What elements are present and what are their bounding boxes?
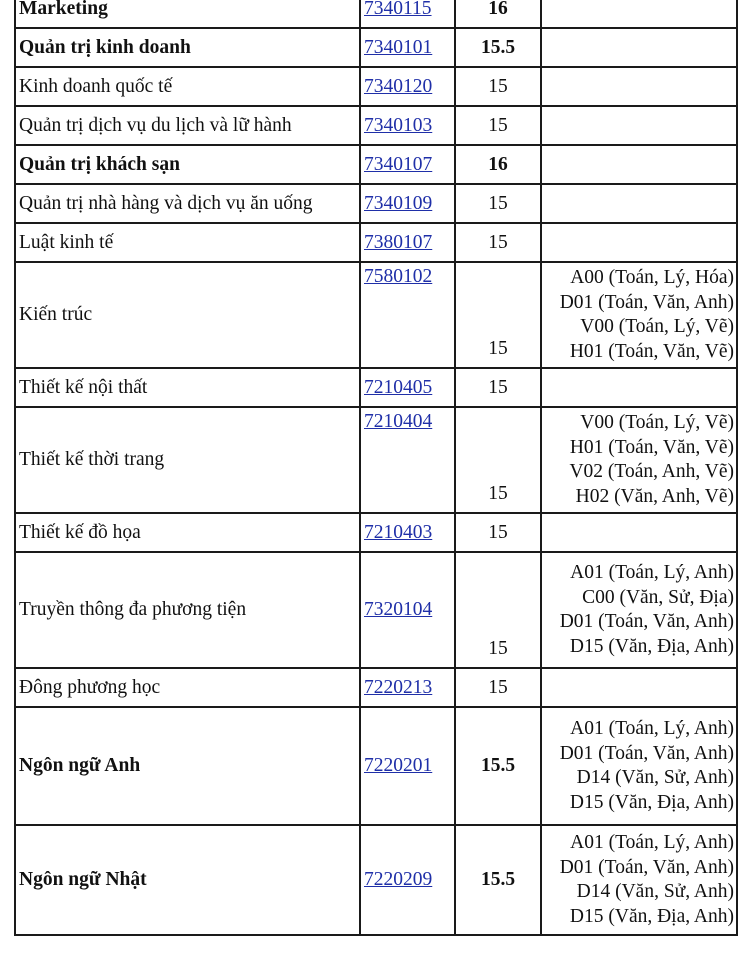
cutoff-score: 16: [455, 0, 541, 28]
major-name: Kiến trúc: [15, 262, 360, 368]
subject-combination: H01 (Toán, Văn, Vẽ): [569, 436, 734, 458]
subject-combination: A00 (Toán, Lý, Hóa): [570, 267, 734, 288]
major-code-cell: [360, 184, 455, 223]
major-name: Thiết kế đồ họa: [15, 513, 360, 552]
cutoff-score: 15: [455, 106, 541, 145]
cutoff-score: 15.5: [455, 28, 541, 67]
subject-combinations: [541, 262, 737, 368]
cutoff-score: 16: [455, 145, 541, 184]
cutoff-score: 15: [455, 368, 541, 407]
cutoff-score: 15: [455, 552, 541, 668]
subject-combination: D15 (Văn, Địa, Anh): [569, 635, 734, 657]
admissions-table: [14, 0, 738, 936]
major-name: Luật kinh tế: [15, 223, 360, 262]
table-row: [15, 223, 737, 262]
table-row: [15, 707, 737, 825]
subject-combinations: [541, 28, 737, 67]
subject-combination: V02 (Toán, Anh, Vẽ): [569, 461, 734, 482]
major-code-link[interactable]: 7340101: [364, 36, 433, 58]
table-row: [15, 262, 737, 368]
subject-combination: D01 (Toán, Văn, Anh): [559, 856, 734, 878]
table-row: [15, 513, 737, 552]
major-name: Đông phương học: [15, 668, 360, 707]
subject-combinations: [541, 184, 737, 223]
major-code-link[interactable]: 7340109: [364, 192, 433, 214]
cutoff-score: 15: [455, 513, 541, 552]
subject-combination: V00 (Toán, Lý, Vẽ): [580, 316, 734, 337]
major-name: Thiết kế thời trang: [15, 407, 360, 513]
subject-combination: H01 (Toán, Văn, Vẽ): [569, 340, 734, 362]
subject-combination: D01 (Toán, Văn, Anh): [559, 742, 734, 764]
major-code-cell: [360, 825, 455, 935]
major-code-link[interactable]: 7320104: [364, 599, 433, 620]
major-name: Quản trị kinh doanh: [15, 28, 360, 67]
table-row: [15, 67, 737, 106]
subject-combination: H02 (Văn, Anh, Vẽ): [575, 485, 734, 507]
subject-combinations: [541, 552, 737, 668]
major-name: Ngôn ngữ Nhật: [15, 825, 360, 935]
subject-combinations: [541, 707, 737, 825]
major-code-cell: [360, 668, 455, 707]
major-name: Quản trị dịch vụ du lịch và lữ hành: [15, 106, 360, 145]
subject-combination: D01 (Toán, Văn, Anh): [559, 291, 734, 313]
major-code-link[interactable]: 7380107: [364, 231, 433, 253]
subject-combination: C00 (Văn, Sử, Địa): [582, 586, 734, 608]
table-row: [15, 668, 737, 707]
major-code-cell: [360, 145, 455, 184]
cutoff-score: 15: [455, 668, 541, 707]
table-row: [15, 106, 737, 145]
major-code-link[interactable]: 7210405: [364, 376, 433, 398]
major-code-cell: [360, 407, 455, 513]
cutoff-score: 15.5: [455, 707, 541, 825]
subject-combination: D01 (Toán, Văn, Anh): [559, 611, 734, 632]
major-code-link[interactable]: 7340115: [364, 0, 432, 19]
subject-combinations: [541, 368, 737, 407]
subject-combination: D14 (Văn, Sử, Anh): [576, 881, 734, 902]
subject-combination: V00 (Toán, Lý, Vẽ): [580, 412, 734, 433]
major-code-link[interactable]: 7340120: [364, 75, 433, 97]
subject-combination: D14 (Văn, Sử, Anh): [576, 767, 734, 788]
table-row: [15, 28, 737, 67]
major-code-cell: [360, 368, 455, 407]
subject-combinations: [541, 513, 737, 552]
major-code-cell: [360, 513, 455, 552]
major-code-link[interactable]: 7340103: [364, 114, 433, 136]
subject-combinations: [541, 825, 737, 935]
table-row: [15, 184, 737, 223]
major-name: Quản trị khách sạn: [15, 145, 360, 184]
subject-combination: A01 (Toán, Lý, Anh): [570, 562, 734, 583]
subject-combinations: [541, 106, 737, 145]
subject-combination: D15 (Văn, Địa, Anh): [569, 905, 734, 927]
major-code-link[interactable]: 7340107: [364, 153, 433, 175]
cutoff-score: 15: [455, 262, 541, 368]
major-code-link[interactable]: 7210403: [364, 521, 433, 543]
major-code-cell: [360, 67, 455, 106]
table-row: [15, 825, 737, 935]
cutoff-score: 15.5: [455, 825, 541, 935]
table-row: [15, 0, 737, 28]
table-row: [15, 145, 737, 184]
major-name: Kinh doanh quốc tế: [15, 67, 360, 106]
cutoff-score: 15: [455, 407, 541, 513]
major-code-cell: [360, 223, 455, 262]
major-code-link[interactable]: 7220213: [364, 676, 433, 698]
major-code-link[interactable]: 7220209: [364, 869, 433, 890]
major-code-cell: [360, 707, 455, 825]
subject-combinations: [541, 145, 737, 184]
major-code-link[interactable]: 7580102: [364, 266, 433, 287]
subject-combinations: [541, 223, 737, 262]
subject-combinations: [541, 668, 737, 707]
subject-combinations: [541, 0, 737, 28]
subject-combination: A01 (Toán, Lý, Anh): [570, 832, 734, 853]
table-row: [15, 407, 737, 513]
table-row: [15, 368, 737, 407]
major-name: Truyền thông đa phương tiện: [15, 552, 360, 668]
major-name: Quản trị nhà hàng và dịch vụ ăn uống: [15, 184, 360, 223]
major-code-cell: [360, 28, 455, 67]
cutoff-score: 15: [455, 223, 541, 262]
cutoff-score: 15: [455, 184, 541, 223]
subject-combinations: [541, 67, 737, 106]
major-code-cell: [360, 552, 455, 668]
major-name: Thiết kế nội thất: [15, 368, 360, 407]
subject-combinations: [541, 407, 737, 513]
major-code-cell: [360, 106, 455, 145]
major-code-cell: [360, 0, 455, 28]
major-code-link[interactable]: 7210404: [364, 411, 433, 432]
major-code-cell: [360, 262, 455, 368]
major-name: Ngôn ngữ Anh: [15, 707, 360, 825]
cutoff-score: 15: [455, 67, 541, 106]
subject-combination: D15 (Văn, Địa, Anh): [569, 791, 734, 813]
major-code-link[interactable]: 7220201: [364, 755, 433, 776]
major-name: Marketing: [15, 0, 360, 28]
table-row: [15, 552, 737, 668]
subject-combination: A01 (Toán, Lý, Anh): [570, 718, 734, 739]
